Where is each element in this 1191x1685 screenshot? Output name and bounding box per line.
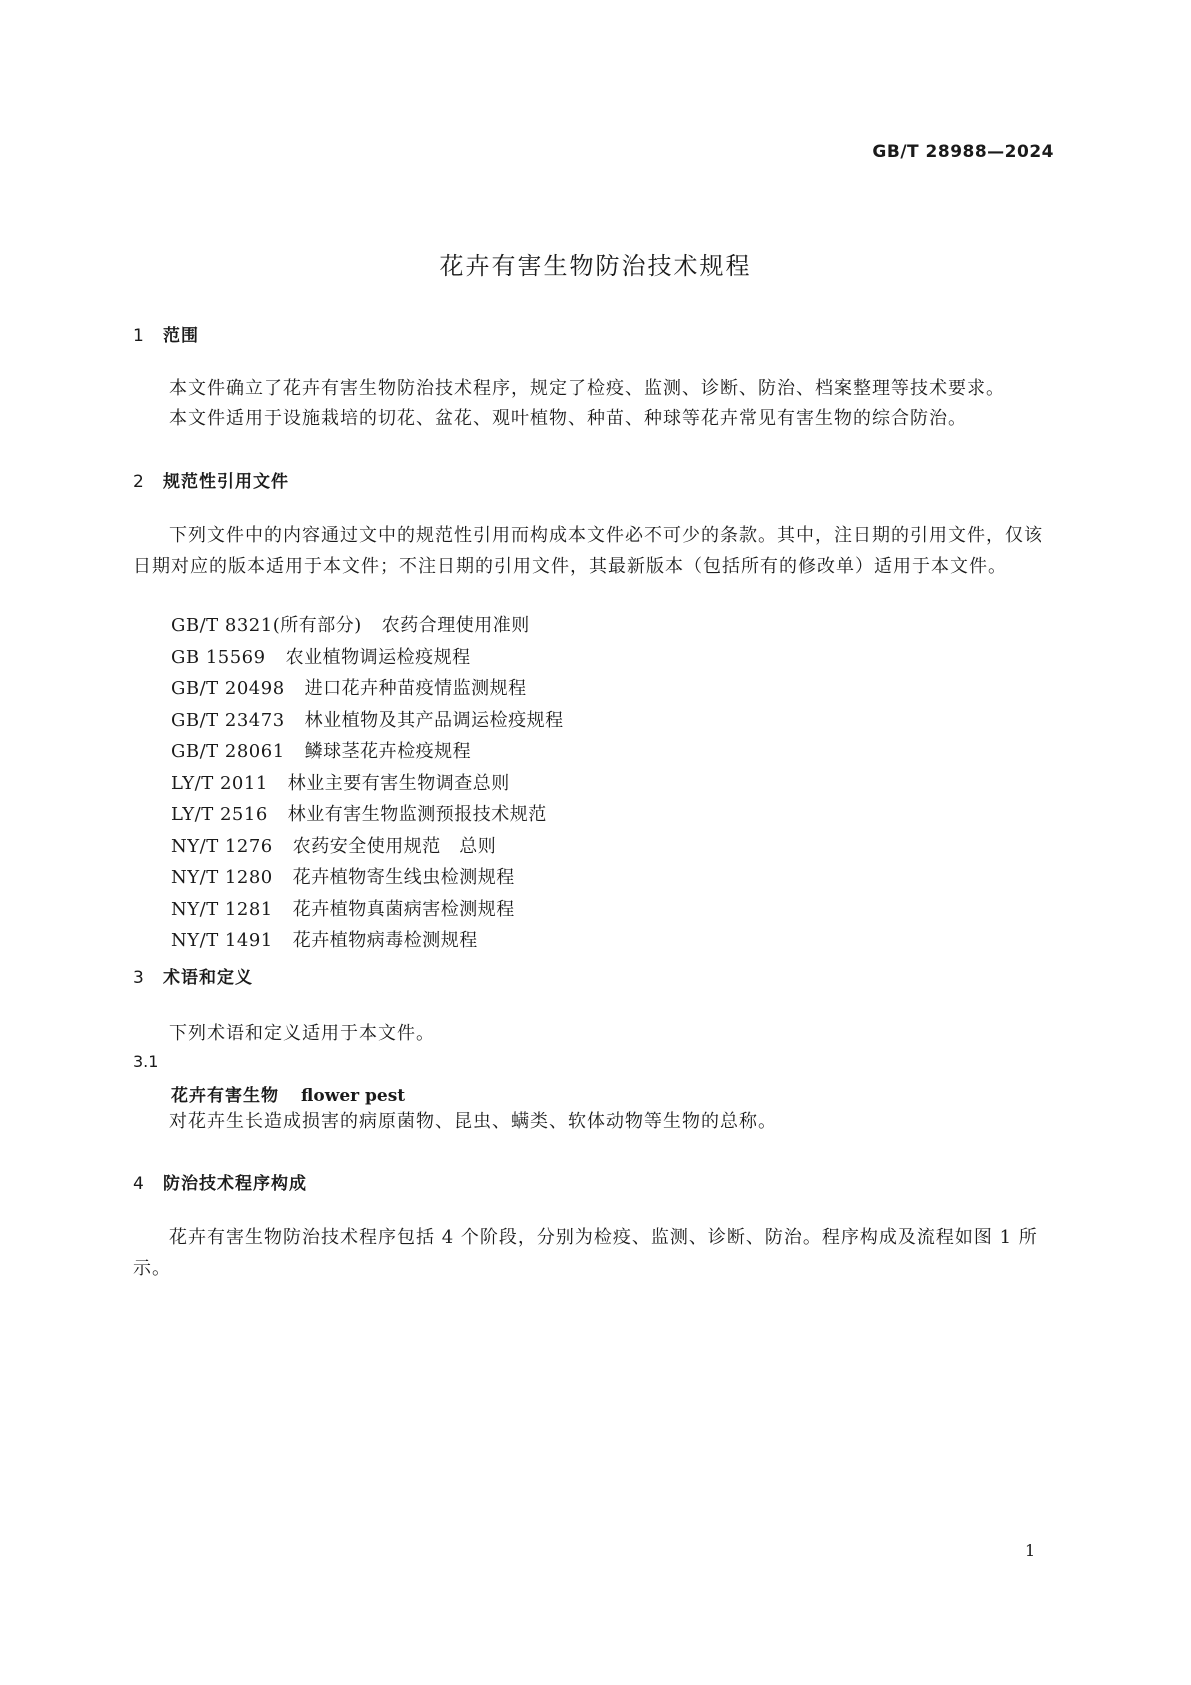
section-2-heading xyxy=(133,467,289,492)
reference-title: 林业主要有害生物调查总则 xyxy=(287,772,510,794)
section-3-paragraph-1: 下列术语和定义适用于本文件。 xyxy=(169,1023,435,1044)
section-2-paragraph-1: 下列文件中的内容通过文中的规范性引用而构成本文件必不可少的条款。其中，注日期的引用文件，仅该日期对应的版本适用于本文件；不注日期的引用文件，其最新版本（包括所有的修改单）适用于本文件。 xyxy=(133,525,1043,577)
section-1-paragraph-1: 本文件确立了花卉有害生物防治技术程序，规定了检疫、监测、诊断、防治、档案整理等技术要求。 xyxy=(169,378,1005,399)
reference-title: 林业植物及其产品调运检疫规程 xyxy=(304,709,564,731)
section-1-heading xyxy=(133,321,199,346)
reference-title: 花卉植物真菌病害检测规程 xyxy=(292,898,515,920)
page-number: 1 xyxy=(1025,1541,1036,1560)
reference-item xyxy=(171,831,564,863)
reference-title: 林业有害生物监测预报技术规范 xyxy=(287,804,547,825)
reference-code: GB/T 23473 xyxy=(171,709,285,731)
normative-references-list xyxy=(171,610,564,957)
reference-code: GB/T 28061 xyxy=(171,741,285,762)
reference-code: NY/T 1276 xyxy=(171,835,273,857)
term-name-cn: 花卉有害生物 xyxy=(171,1086,279,1106)
reference-title: 农药安全使用规范 总则 xyxy=(292,835,497,857)
reference-title: 进口花卉种苗疫情监测规程 xyxy=(304,678,527,699)
reference-code: LY/T 2516 xyxy=(171,804,268,825)
reference-title: 花卉植物病毒检测规程 xyxy=(292,930,478,951)
reference-title: 花卉植物寄生线虫检测规程 xyxy=(292,867,515,888)
reference-item xyxy=(171,673,564,705)
reference-item xyxy=(171,799,564,831)
reference-code: NY/T 1281 xyxy=(171,898,273,920)
reference-title: 鳞球茎花卉检疫规程 xyxy=(304,741,472,762)
section-1-paragraph-2: 本文件适用于设施栽培的切花、盆花、观叶植物、种苗、种球等花卉常见有害生物的综合防治。 xyxy=(169,408,967,429)
reference-title: 农药合理使用准则 xyxy=(381,615,530,636)
term-number: 3.1 xyxy=(133,1052,159,1071)
term-definition: 对花卉生长造成损害的病原菌物、昆虫、螨类、软体动物等生物的总称。 xyxy=(169,1111,777,1132)
reference-code: NY/T 1491 xyxy=(171,930,273,951)
reference-title: 农业植物调运检疫规程 xyxy=(285,646,471,668)
term-name-en: flower pest xyxy=(301,1086,406,1106)
reference-item xyxy=(171,736,564,768)
section-number: 2 xyxy=(133,472,145,492)
section-3-heading xyxy=(133,963,253,988)
section-4-heading xyxy=(133,1169,307,1194)
reference-item xyxy=(171,642,564,674)
section-title: 范围 xyxy=(163,326,199,346)
reference-code: NY/T 1280 xyxy=(171,867,273,888)
document-title: 花卉有害生物防治技术规程 xyxy=(439,252,752,280)
reference-code: GB/T 20498 xyxy=(171,678,285,699)
section-title: 防治技术程序构成 xyxy=(163,1174,307,1194)
reference-item xyxy=(171,862,564,894)
reference-item xyxy=(171,705,564,737)
reference-code: LY/T 2011 xyxy=(171,772,268,794)
term-entry xyxy=(171,1081,405,1106)
section-number: 3 xyxy=(133,968,145,988)
section-number: 4 xyxy=(133,1174,145,1194)
section-title: 规范性引用文件 xyxy=(163,472,289,492)
reference-item xyxy=(171,894,564,926)
section-number: 1 xyxy=(133,326,145,346)
reference-code: GB 15569 xyxy=(171,646,266,668)
section-4-paragraph-1: 花卉有害生物防治技术程序包括 4 个阶段，分别为检疫、监测、诊断、防治。程序构成及流程如图 1 所示。 xyxy=(133,1227,1038,1279)
reference-item xyxy=(171,610,564,642)
reference-code: GB/T 8321(所有部分) xyxy=(171,615,362,636)
reference-item xyxy=(171,925,564,957)
standard-code: GB/T 28988—2024 xyxy=(872,142,1054,162)
reference-item xyxy=(171,768,564,800)
section-title: 术语和定义 xyxy=(163,968,253,988)
